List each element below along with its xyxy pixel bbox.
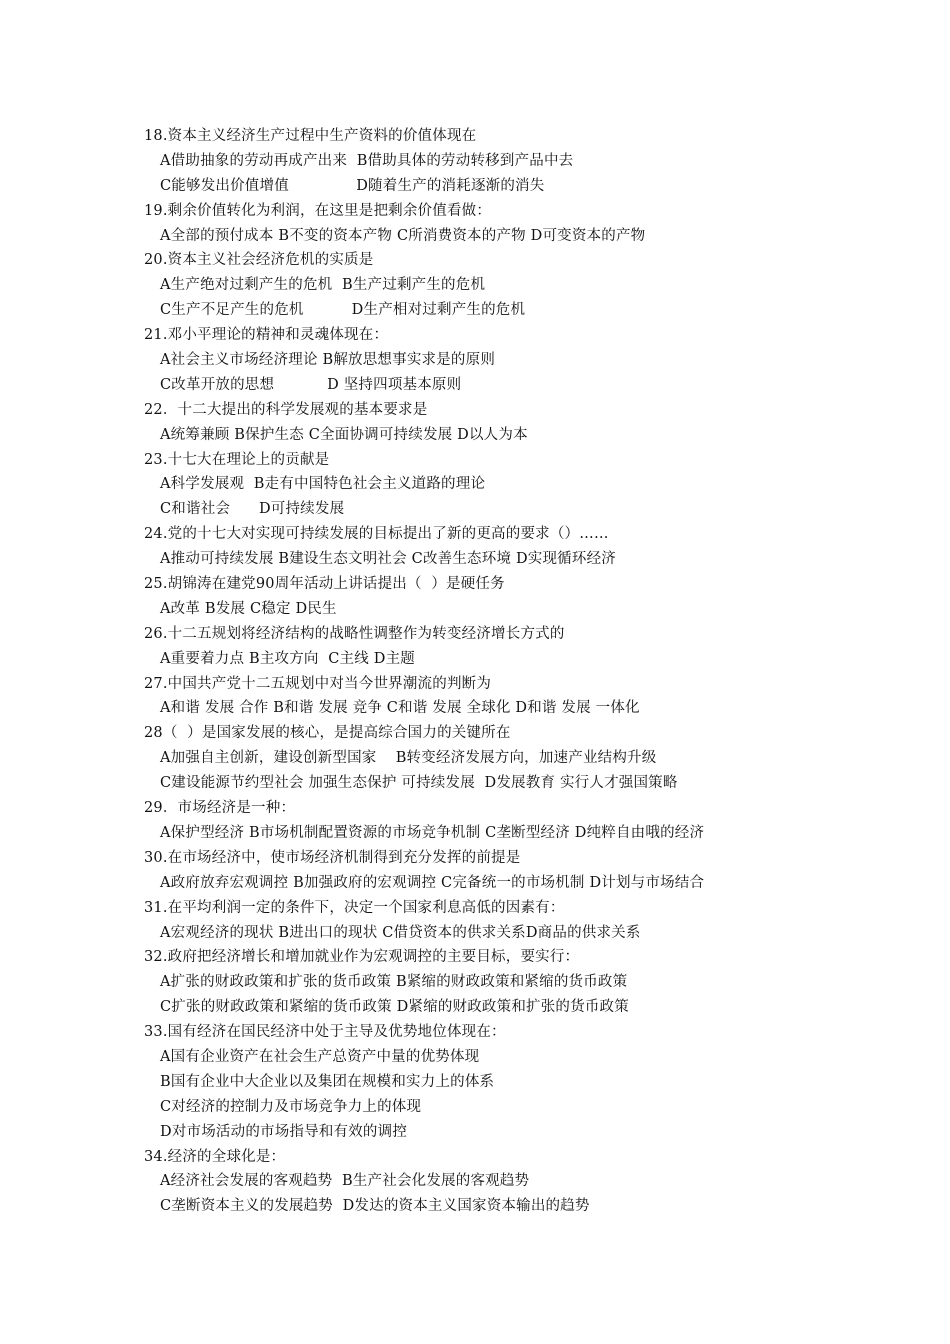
- answer-options: C能够发出价值增值 D随着生产的消耗逐渐的消失: [160, 177, 545, 194]
- question-stem: 19.剩余价值转化为利润，在这里是把剩余价值看做：: [144, 202, 492, 219]
- question-stem: 20.资本主义社会经济危机的实质是: [144, 252, 374, 269]
- question-stem: 25.胡锦涛在建党90周年活动上讲话提出（ ）是硬任务: [144, 576, 505, 593]
- question-stem: 23.十七大在理论上的贡献是: [144, 451, 330, 468]
- answer-options: A加强自主创新，建设创新型国家 B转变经济发展方向，加速产业结构升级: [160, 750, 657, 767]
- answer-options: A全部的预付成本 B不变的资本产物 C所消费资本的产物 D可变资本的产物: [160, 227, 646, 244]
- question-stem: 18.资本主义经济生产过程中生产资料的价值体现在: [144, 128, 477, 144]
- answer-options: C生产不足产生的危机 D生产相对过剩产生的危机: [160, 302, 526, 319]
- question-stem: 21.邓小平理论的精神和灵魂体现在：: [144, 327, 389, 344]
- answer-options: A政府放弃宏观调控 B加强政府的宏观调控 C完备统一的市场机制 D计划与市场结合: [160, 874, 705, 891]
- answer-options: A扩张的财政政策和扩张的货币政策 B紧缩的财政政策和紧缩的货币政策: [160, 974, 628, 991]
- question-stem: 22．十二大提出的科学发展观的基本要求是: [144, 401, 428, 418]
- question-stem: 29．市场经济是一种：: [144, 800, 296, 817]
- answer-options: A科学发展观 B走有中国特色社会主义道路的理论: [160, 476, 486, 493]
- answer-options: A借助抽象的劳动再成产出来 B借助具体的劳动转移到产品中去: [160, 152, 574, 169]
- answer-options: A统筹兼顾 B保护生态 C全面协调可持续发展 D以人为本: [160, 426, 528, 443]
- answer-options: A社会主义市场经济理论 B解放思想事实求是的原则: [160, 352, 496, 369]
- answer-options: C建设能源节约型社会 加强生态保护 可持续发展 D发展教育 实行人才强国策略: [160, 775, 678, 792]
- answer-options: A保护型经济 B市场机制配置资源的市场竞争机制 C垄断型经济 D纯粹自由哦的经济: [160, 824, 705, 841]
- answer-options: A和谐 发展 合作 B和谐 发展 竞争 C和谐 发展 全球化 D和谐 发展 一体化: [160, 700, 640, 717]
- question-stem: 27.中国共产党十二五规划中对当今世界潮流的判断为: [144, 675, 492, 692]
- question-stem: 28（ ）是国家发展的核心，是提高综合国力的关键所在: [144, 725, 511, 742]
- answer-options: C扩张的财政政策和紧缩的货币政策 D紧缩的财政政策和扩张的货币政策: [160, 999, 629, 1016]
- answer-options: A经济社会发展的客观趋势 B生产社会化发展的客观趋势: [160, 1173, 530, 1190]
- question-list: [144, 124, 844, 1219]
- answer-options: A宏观经济的现状 B进出口的现状 C借贷资本的供求关系D商品的供求关系: [160, 924, 641, 941]
- answer-options: B国有企业中大企业以及集团在规模和实力上的体系: [160, 1073, 495, 1090]
- question-stem: 26.十二五规划将经济结构的战略性调整作为转变经济增长方式的: [144, 625, 565, 642]
- question-stem: 33.国有经济在国民经济中处于主导及优势地位体现在：: [144, 1024, 506, 1041]
- question-stem: 31.在平均利润一定的条件下，决定一个国家利息高低的因素有：: [144, 899, 565, 916]
- answer-options: A重要着力点 B主攻方向 C主线 D主题: [160, 650, 415, 667]
- answer-options: A国有企业资产在社会生产总资产中量的优势体现: [160, 1048, 480, 1065]
- answer-options: D对市场活动的市场指导和有效的调控: [160, 1123, 408, 1140]
- question-stem: 24.党的十七大对实现可持续发展的目标提出了新的更高的要求（）……: [144, 526, 609, 543]
- answer-options: A生产绝对过剩产生的危机 B生产过剩产生的危机: [160, 277, 486, 294]
- answer-options: C改革开放的思想 D 坚持四项基本原则: [160, 376, 462, 393]
- answer-options: C对经济的控制力及市场竞争力上的体现: [160, 1098, 422, 1115]
- answer-options: A推动可持续发展 B建设生态文明社会 C改善生态环境 D实现循环经济: [160, 551, 616, 568]
- question-stem: 30.在市场经济中，使市场经济机制得到充分发挥的前提是: [144, 849, 521, 866]
- question-stem: 32.政府把经济增长和增加就业作为宏观调控的主要目标，要实行：: [144, 949, 580, 966]
- answer-options: A改革 B发展 C稳定 D民生: [160, 600, 337, 617]
- answer-options: C和谐社会 D可持续发展: [160, 501, 345, 518]
- question-stem: 34.经济的全球化是：: [144, 1148, 286, 1165]
- answer-options: C垄断资本主义的发展趋势 D发达的资本主义国家资本输出的趋势: [160, 1198, 590, 1215]
